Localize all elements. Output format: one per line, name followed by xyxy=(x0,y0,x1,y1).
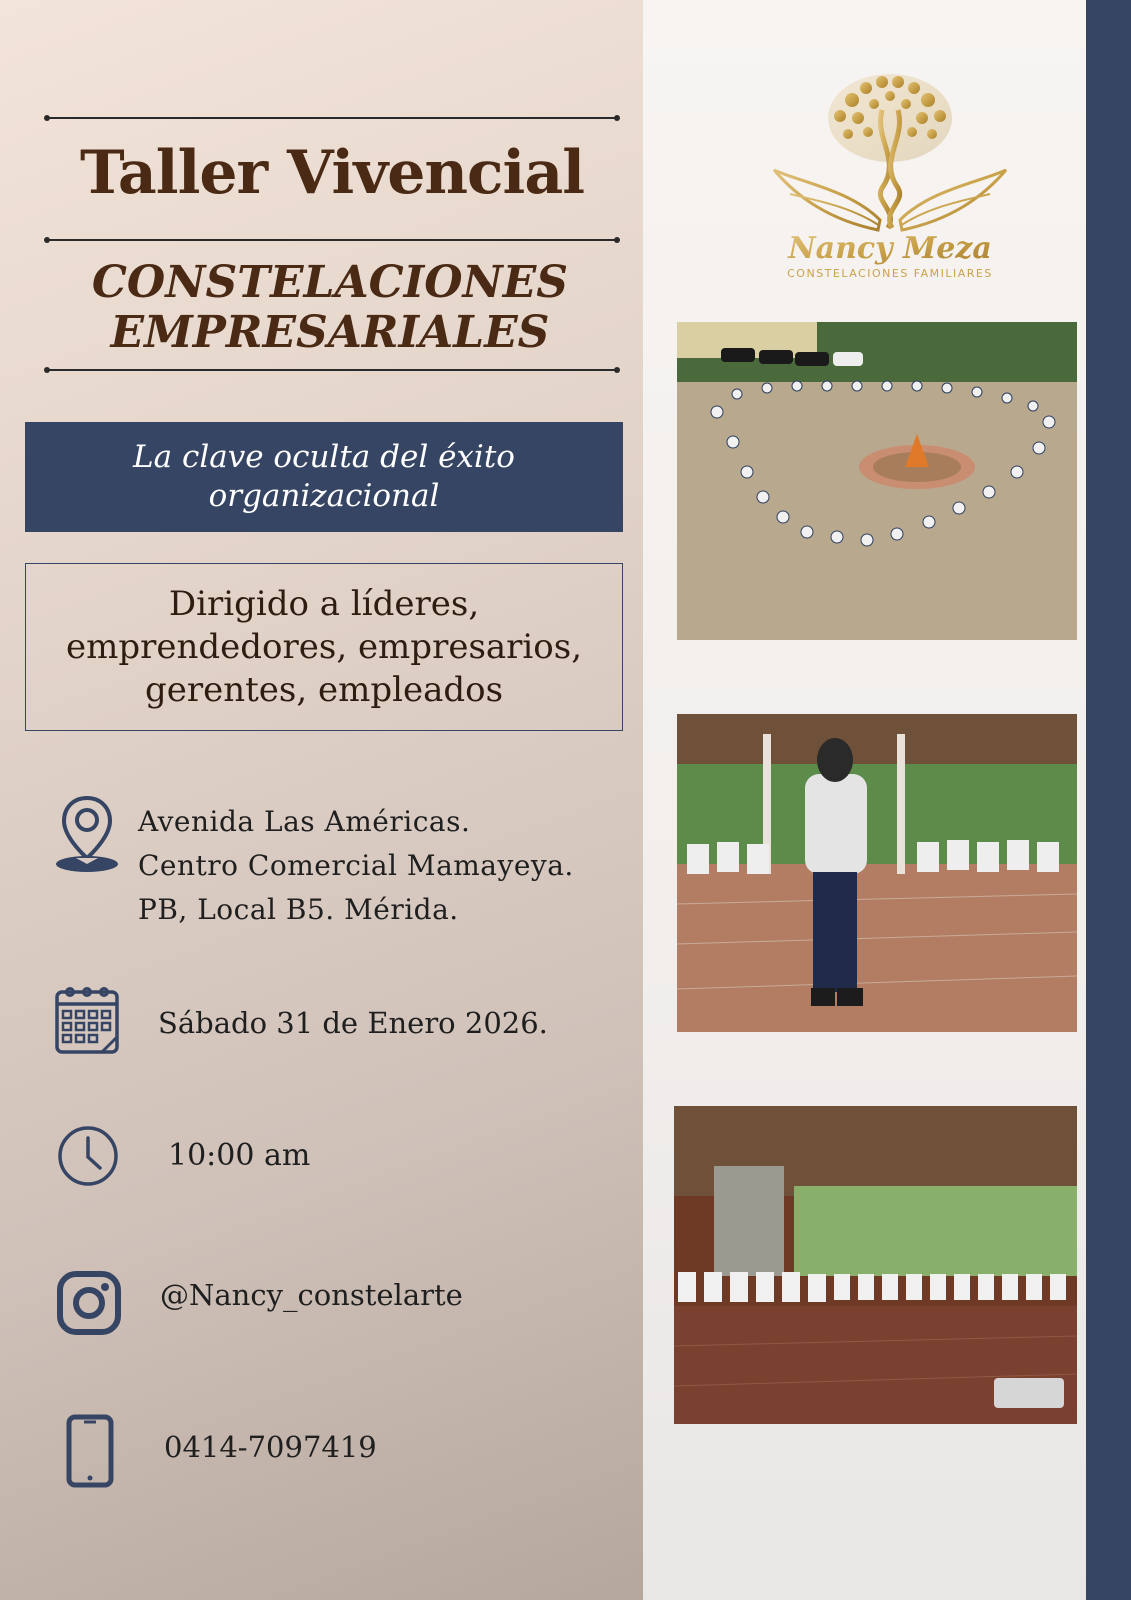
divider-middle xyxy=(46,239,618,241)
divider-top xyxy=(46,117,618,119)
clock-icon xyxy=(56,1124,120,1188)
audience-box xyxy=(25,563,623,731)
divider-bottom xyxy=(46,369,618,371)
smartphone-icon xyxy=(66,1414,114,1488)
audience-line: Dirigido a líderes, xyxy=(168,583,480,624)
photo-speaker xyxy=(677,714,1077,1032)
audience-text xyxy=(29,583,619,712)
right-stripe xyxy=(1086,0,1131,1600)
tagline-line: La clave oculta del éxito xyxy=(133,439,515,475)
event-date: Sábado 31 de Enero 2026. xyxy=(158,1006,548,1040)
tagline xyxy=(84,438,564,516)
tagline-banner xyxy=(25,422,623,532)
svg-text:Nancy Meza: Nancy Meza xyxy=(788,231,992,266)
page-title: Taller Vivencial xyxy=(80,138,584,208)
phone-number[interactable]: 0414-7097419 xyxy=(164,1430,377,1464)
photo-hall-group xyxy=(674,1106,1077,1424)
subtitle-line: EMPRESARIALES xyxy=(110,307,550,358)
tagline-line: organizacional xyxy=(208,478,440,514)
address-line: Centro Comercial Mamayeya. xyxy=(138,849,574,882)
instagram-handle[interactable]: @Nancy_constelarte xyxy=(160,1278,463,1312)
photo-group-circle xyxy=(677,322,1077,640)
event-time: 10:00 am xyxy=(168,1138,311,1173)
address-line: PB, Local B5. Mérida. xyxy=(138,893,459,926)
address-line: Avenida Las Américas. xyxy=(138,805,471,838)
nancy-meza-logo xyxy=(770,70,1010,285)
location-pin-icon xyxy=(54,792,120,874)
address xyxy=(138,800,574,932)
instagram-icon[interactable] xyxy=(56,1270,122,1336)
subtitle-line: CONSTELACIONES xyxy=(91,257,569,308)
calendar-icon xyxy=(54,984,122,1056)
page-subtitle xyxy=(60,258,600,358)
audience-line: emprendedores, empresarios, xyxy=(65,626,583,667)
audience-line: gerentes, empleados xyxy=(144,669,504,710)
svg-text:CONSTELACIONES FAMILIARES: CONSTELACIONES FAMILIARES xyxy=(787,267,993,280)
